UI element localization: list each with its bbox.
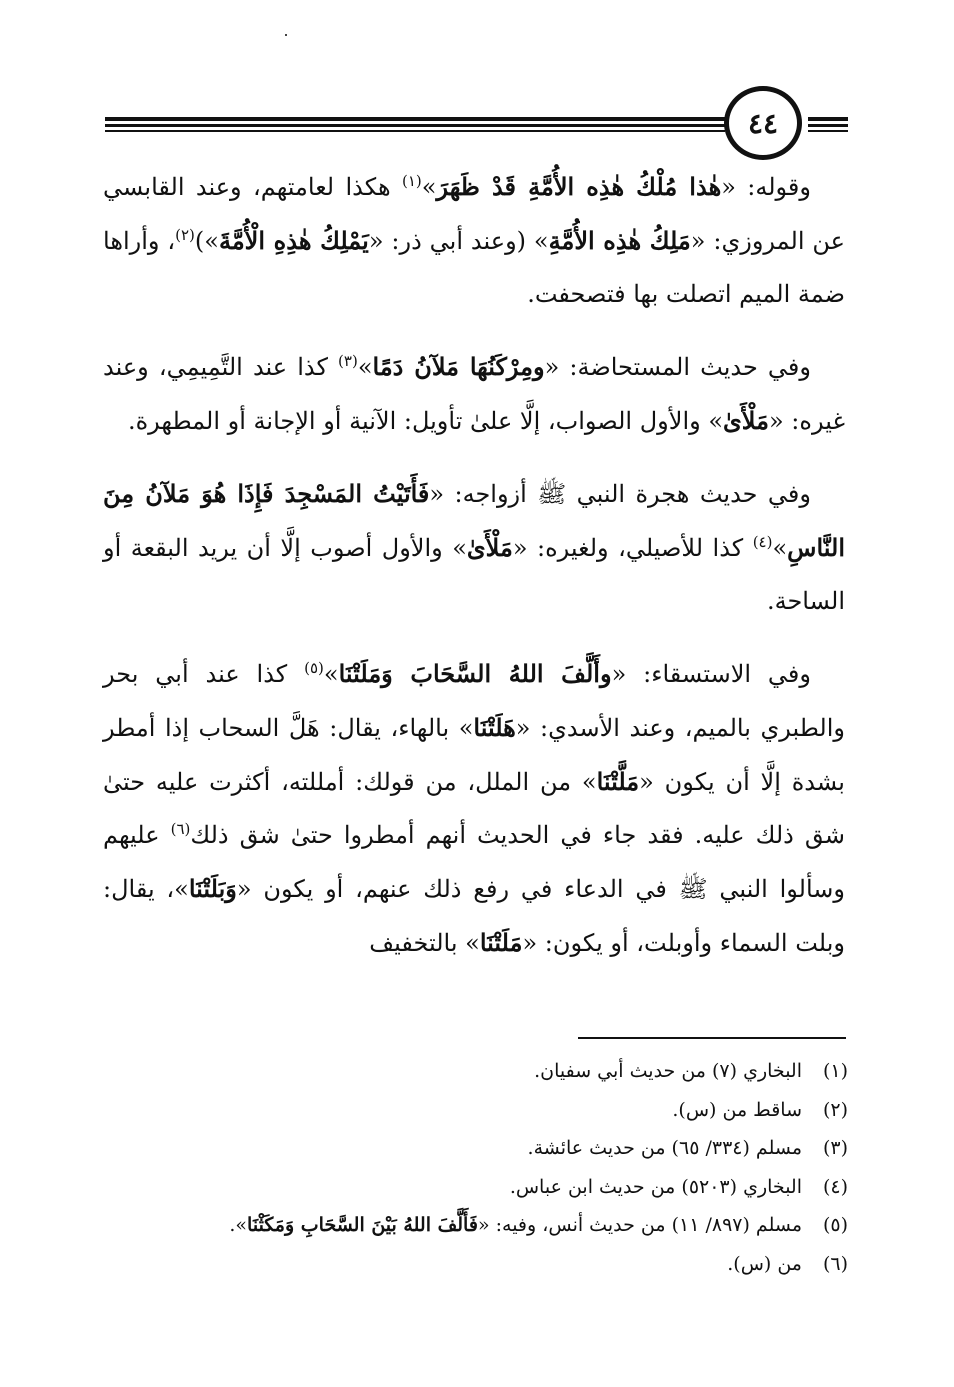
text-run: البخاري (٥٢٠٣) من حديث ابن عباس.: [509, 1175, 802, 1198]
page-number: ٤٤: [747, 106, 779, 140]
footnote-text: [103, 1091, 802, 1130]
text-run: من (س).: [727, 1252, 802, 1275]
text-run: »، يقال: وبلت السماء وأوبلت، أو يكون: «: [103, 875, 845, 957]
footnote-number: (٤): [822, 1175, 848, 1198]
header-rule: [808, 130, 848, 132]
hadith-quote: مَلَّتْنَا: [596, 767, 640, 796]
text-run: ».: [229, 1214, 248, 1236]
footnote-number: (٦): [822, 1252, 848, 1275]
footnote-number: (١): [822, 1060, 848, 1082]
footnote-ref: (١): [401, 172, 422, 190]
hadith-quote: فَأَتَيْتُ المَسْجِدَ فَإِذَا هُوَ مَلآنُ مِنَ النَّاسِ: [103, 479, 845, 562]
footnote-ref: (٢): [175, 226, 195, 244]
stray-mark: [285, 34, 287, 36]
footnote: [103, 1091, 848, 1130]
footnote-ref: (٤): [752, 533, 773, 551]
hadith-quote: مَلِكُ هٰذِه الأُمَّةِ: [548, 226, 691, 255]
hadith-quote: ومِرْكَنُهَا مَلآنُ دَمًا: [372, 352, 545, 381]
hadith-quote: وأَلَّفَ اللهُ السَّحَابَ وَمَلَتْنَا: [338, 659, 612, 688]
text-run: وفي الاستسقاء: «: [611, 660, 811, 688]
footnotes: [103, 1052, 848, 1283]
text-run: عليهم وسألوا النبي ﷺ في الدعاء في رفع ذلك عنهم، أو يكون «: [103, 821, 845, 903]
paragraph: [103, 647, 845, 970]
footnote: [103, 1129, 848, 1168]
text-run: البخاري (٧) من حديث أبي سفيان.: [534, 1060, 802, 1082]
footnote: [103, 1168, 848, 1207]
hadith-quote: وَبَلَتْنَا: [188, 874, 237, 903]
footnote-text: [103, 1129, 802, 1168]
paragraph: [103, 340, 845, 448]
header-rule: [105, 130, 725, 132]
footnote-text: [103, 1206, 802, 1245]
footnote-text: [103, 1052, 802, 1091]
footnote-number: (٣): [822, 1137, 848, 1159]
text-run: » بالهاء، يقال: هَلَّ السحاب إذا أمطر بشدة إلَّا أن يكون «: [103, 714, 845, 796]
text-run: » (وعند أبي ذر: «: [368, 227, 549, 255]
paragraph: [103, 467, 845, 628]
text-run: ، وأراها ضمة الميم اتصلت بها فتصحفت.: [103, 227, 845, 308]
text-run: »: [772, 534, 788, 562]
footnote: [103, 1206, 848, 1245]
text-run: مسلم (٣٣٤/ ٦٥) من حديث عائشة.: [527, 1137, 802, 1159]
footnote-separator: [578, 1037, 846, 1039]
text-run: ساقط من (س).: [672, 1098, 802, 1121]
text-run: »: [323, 660, 339, 688]
header-rule: [105, 117, 725, 121]
text-run: كذا عند أبي بحر والطبري بالميم، وعند الأسدي: «: [103, 660, 845, 742]
text-run: » من الملل، من قولك: أمللته، أكثرت عليه حتىٰ شق ذلك عليه. فقد جاء في الحديث أنهم أمطروا حتىٰ شق ذلك: [103, 768, 845, 849]
text-run: وفي حديث المستحاضة: «: [544, 353, 811, 381]
hadith-quote: مَلْأَىٰ: [466, 533, 513, 562]
paragraph: [103, 160, 845, 321]
hadith-quote: مَلْأَىٰ: [723, 406, 769, 435]
footnote-number: (٢): [822, 1098, 848, 1121]
hadith-quote: هَلَتْنَا: [473, 713, 516, 742]
text-run: »): [194, 227, 219, 255]
footnote-ref: (٥): [304, 659, 324, 677]
footnote-number: (٥): [822, 1214, 848, 1236]
text-run: مسلم (٨٩٧/ ١١) من حديث أنس، وفيه: «: [477, 1214, 802, 1236]
footnote-ref: (٣): [338, 352, 358, 370]
footnote-ref: (٦): [170, 820, 191, 838]
text-run: كذا عند التَّمِيمِي، وعند غيره: «: [103, 353, 845, 435]
text-run: هكذا لعامتهم، وعند القابسي عن المروزي: «: [103, 173, 846, 255]
header-rule: [105, 124, 725, 127]
hadith-quote: هٰذا مُلْكُ هٰذِه الأُمَّةِ قَدْ ظَهَرَ: [436, 172, 722, 201]
hadith-quote: يَمْلِكُ هٰذِهِ الْأُمَّةَ: [218, 226, 369, 255]
header-rule: [808, 117, 848, 121]
header-rule: [808, 124, 848, 127]
text-run: »: [357, 353, 373, 381]
text-run: » بالتخفيف: [369, 929, 480, 957]
text-run: »: [421, 173, 437, 201]
hadith-quote: فَأَلَّفَ اللهُ بَيْنَ السَّحَابِ وَمَكَثْنَا: [247, 1214, 478, 1236]
text-run: » والأول الصواب، إلَّا علىٰ تأويل: الآنية أو الإجانة أو المطهرة.: [127, 407, 724, 435]
main-text: [103, 160, 845, 989]
footnote: [103, 1052, 848, 1091]
page-number-badge: [724, 86, 802, 160]
text-run: وفي حديث هجرة النبي ﷺ أزواجه: «: [429, 480, 811, 508]
hadith-quote: مَلَتْنَا: [479, 928, 523, 957]
footnote: [103, 1245, 848, 1284]
footnote-text: [103, 1245, 802, 1284]
text-run: وقوله: «: [721, 173, 811, 201]
text-run: » والأول أصوب إلَّا أن يريد البقعة أو الساحة.: [103, 534, 845, 615]
footnote-text: [103, 1168, 802, 1207]
text-run: كذا للأصيلي، ولغيره: «: [512, 534, 753, 562]
